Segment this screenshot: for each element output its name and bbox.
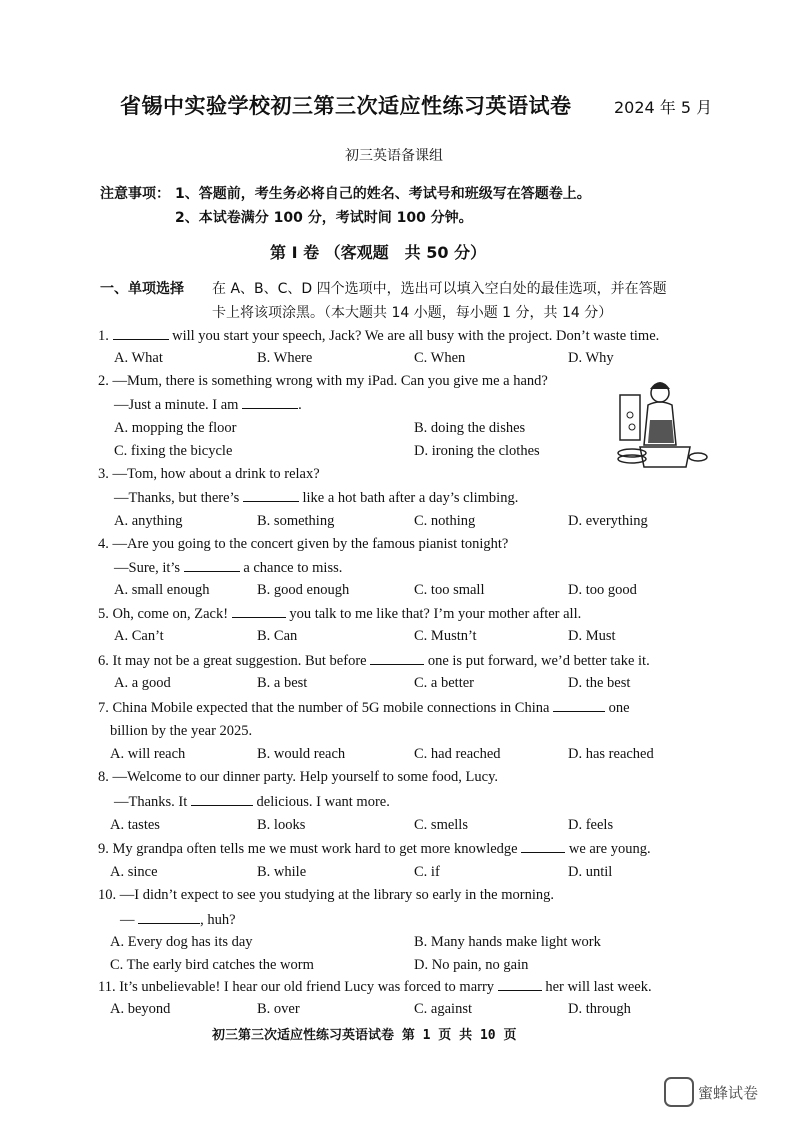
answer-blank xyxy=(242,396,298,409)
option-b: B. looks xyxy=(257,817,306,833)
option-b: B. over xyxy=(257,1001,300,1017)
option-b: B. a best xyxy=(257,675,308,691)
exam-subtitle: 初三英语备课组 xyxy=(345,148,443,164)
option-d: D. everything xyxy=(568,513,648,529)
option-d: D. through xyxy=(568,1001,631,1017)
option-d: D. feels xyxy=(568,817,614,833)
question-1 xyxy=(98,327,659,345)
question-7-line-1 xyxy=(98,699,630,717)
question-text: — xyxy=(120,912,139,928)
answer-blank xyxy=(232,605,286,618)
question-text: will you start your speech, Jack? We are all busy with the project. Don’t waste time. xyxy=(168,328,660,344)
question-text: —Thanks, but there’s xyxy=(114,490,243,506)
question-text: 7. China Mobile expected that the number of 5G mobile connections in China xyxy=(98,700,554,716)
option-a: A. will reach xyxy=(110,746,186,762)
question-3-line-2 xyxy=(114,489,518,507)
option-c: C. against xyxy=(414,1001,472,1017)
question-4-line-1: 4. —Are you going to the concert given by the famous pianist tonight? xyxy=(98,536,509,552)
option-a: A. since xyxy=(110,864,158,880)
question-5 xyxy=(98,605,581,623)
option-a: A. mopping the floor xyxy=(114,420,237,436)
question-text: you talk to me like that? I’m your mother after all. xyxy=(285,606,582,622)
option-c: C. When xyxy=(414,350,466,366)
question-text: 9. My grandpa often tells me we must work hard to get more knowledge xyxy=(98,841,522,857)
option-d: D. Must xyxy=(568,628,616,644)
question-2-line-1: 2. —Mum, there is something wrong with my iPad. Can you give me a hand? xyxy=(98,373,548,389)
question-text: one xyxy=(605,700,630,716)
option-a: A. Can’t xyxy=(114,628,164,644)
option-d: D. too good xyxy=(568,582,637,598)
option-a: A. tastes xyxy=(110,817,160,833)
question-text: , huh? xyxy=(200,912,236,928)
exam-date: 2024 年 5 月 xyxy=(614,98,713,117)
question-text: like a hot bath after a day’s climbing. xyxy=(298,490,519,506)
option-c: C. fixing the bicycle xyxy=(114,443,233,459)
question-text: delicious. I want more. xyxy=(252,794,390,810)
question-11 xyxy=(98,978,652,996)
option-b: B. Where xyxy=(257,350,313,366)
question-10-line-2 xyxy=(120,911,236,929)
question-text: —Just a minute. I am xyxy=(114,397,243,413)
option-b: B. Many hands make light work xyxy=(414,934,601,950)
question-text: one is put forward, we’d better take it. xyxy=(424,653,650,669)
option-a: A. beyond xyxy=(110,1001,171,1017)
answer-blank xyxy=(521,840,565,853)
question-text: —Thanks. It xyxy=(114,794,191,810)
notice-line-2: 2、本试卷满分 100 分，考试时间 100 分钟。 xyxy=(175,210,473,226)
option-c: C. if xyxy=(414,864,440,880)
option-d: D. No pain, no gain xyxy=(414,957,529,973)
answer-blank xyxy=(498,978,542,991)
question-text: her will last week. xyxy=(541,979,652,995)
option-d: D. until xyxy=(568,864,613,880)
question-6 xyxy=(98,652,650,670)
section-heading: 一、单项选择 xyxy=(100,281,184,297)
question-3-line-1: 3. —Tom, how about a drink to relax? xyxy=(98,466,320,482)
question-8-line-1: 8. —Welcome to our dinner party. Help yourself to some food, Lucy. xyxy=(98,769,499,785)
answer-blank xyxy=(113,327,169,340)
answer-blank xyxy=(184,559,240,572)
option-c: C. smells xyxy=(414,817,468,833)
question-4-line-2 xyxy=(114,559,342,577)
option-d: D. the best xyxy=(568,675,631,691)
option-c: C. too small xyxy=(414,582,485,598)
option-c: C. The early bird catches the worm xyxy=(110,957,314,973)
option-a: A. What xyxy=(114,350,163,366)
answer-blank xyxy=(553,699,605,712)
question-text: —Sure, it’s xyxy=(114,560,184,576)
question-text: 1. xyxy=(98,328,113,344)
question-text: we are young. xyxy=(565,841,651,857)
option-b: B. doing the dishes xyxy=(414,420,526,436)
option-c: C. had reached xyxy=(414,746,501,762)
option-a: A. Every dog has its day xyxy=(110,934,253,950)
option-b: B. would reach xyxy=(257,746,346,762)
option-a: A. anything xyxy=(114,513,183,529)
question-2-line-2 xyxy=(114,396,302,414)
question-text: . xyxy=(298,397,302,413)
option-a: A. small enough xyxy=(114,582,210,598)
part-title: 第 I 卷 （客观题 共 50 分） xyxy=(270,243,487,262)
option-b: B. something xyxy=(257,513,335,529)
option-b: B. good enough xyxy=(257,582,350,598)
option-b: B. Can xyxy=(257,628,298,644)
option-b: B. while xyxy=(257,864,307,880)
answer-blank xyxy=(243,489,299,502)
answer-blank xyxy=(138,911,200,924)
question-text: 6. It may not be a great suggestion. But before xyxy=(98,653,371,669)
option-d: D. ironing the clothes xyxy=(414,443,540,459)
question-text: 11. It’s unbelievable! I hear our old friend Lucy was forced to marry xyxy=(98,979,498,995)
option-d: D. Why xyxy=(568,350,614,366)
option-c: C. nothing xyxy=(414,513,476,529)
option-d: D. has reached xyxy=(568,746,654,762)
question-7-line-2: billion by the year 2025. xyxy=(110,723,253,739)
bee-exam-logo-icon xyxy=(664,1077,694,1107)
option-c: C. Mustn’t xyxy=(414,628,477,644)
section-instruction-2: 卡上将该项涂黑。（本大题共 14 小题，每小题 1 分，共 14 分） xyxy=(212,305,613,321)
question-text: 5. Oh, come on, Zack! xyxy=(98,606,232,622)
answer-blank xyxy=(191,793,253,806)
section-instruction-1: 在 A、B、C、D 四个选项中，选出可以填入空白处的最佳选项，并在答题 xyxy=(212,281,667,297)
option-c: C. a better xyxy=(414,675,474,691)
question-8-line-2 xyxy=(114,793,390,811)
page-footer: 初三第三次适应性练习英语试卷 第 1 页 共 10 页 xyxy=(212,1028,517,1043)
page-title: 省锡中实验学校初三第三次适应性练习英语试卷 xyxy=(120,94,572,118)
watermark-text: 蜜蜂试卷 xyxy=(698,1084,759,1102)
question-10-line-1: 10. —I didn’t expect to see you studying at the library so early in the morning. xyxy=(98,887,554,903)
question-text: a chance to miss. xyxy=(239,560,343,576)
question-9 xyxy=(98,840,651,858)
option-a: A. a good xyxy=(114,675,171,691)
woman-washing-dishes-icon xyxy=(610,375,710,475)
notice-label: 注意事项： xyxy=(100,186,170,202)
notice-line-1: 1、答题前，考生务必将自己的姓名、考试号和班级写在答题卷上。 xyxy=(175,186,591,202)
answer-blank xyxy=(370,652,424,665)
